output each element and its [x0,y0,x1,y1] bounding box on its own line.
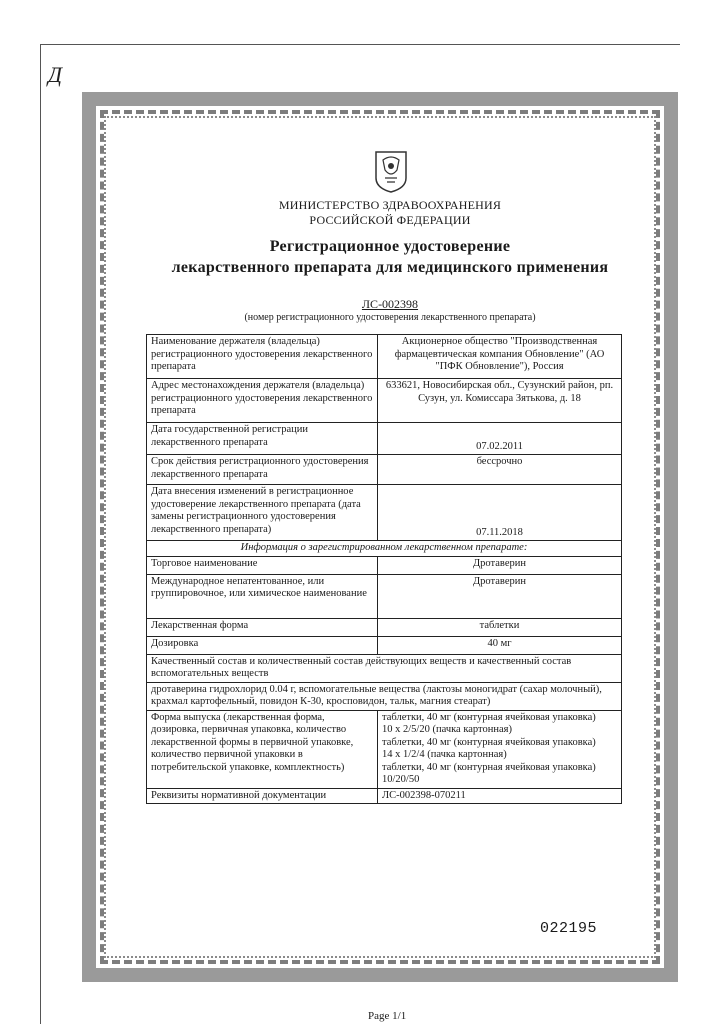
row-label: Наименование держателя (владельца) регистрационного удостоверения лекарственного препарата [147,335,378,379]
release-form-value [378,710,622,788]
normative-docs-label: Реквизиты нормативной документации [147,788,378,804]
table-row [147,485,622,541]
row-value: таблетки [378,618,622,636]
table-row [147,335,622,379]
registration-number: ЛС-002398 [361,297,419,311]
composition-heading: Качественный состав и количественный состав действующих веществ и качественный состав вспомогательных веществ [147,654,622,682]
coat-of-arms-icon [373,148,409,194]
release-form-label: Форма выпуска (лекарственная форма, дозировка, первичная упаковка, количество лекарственной формы в первичной упаковке, количество первичной упаковки в потребительской упаковке, комплектность) [147,710,378,788]
title-line-2: лекарственного препарата для медицинского применения [171,259,609,276]
ministry-name [240,198,540,228]
info-heading: Информация о зарегистрированном лекарственном препарате: [147,541,622,557]
row-value: 07.11.2018 [378,485,622,541]
table-row [147,423,622,455]
table-row [147,788,622,804]
document-title [140,236,640,278]
row-label: Адрес местонахождения держателя (владельца) регистрационного удостоверения лекарственного препарата [147,379,378,423]
row-value: Акционерное общество "Производственная фармацевтическая компания Обновление" (АО "ПФК Обновление"), Россия [378,335,622,379]
normative-docs-value: ЛС-002398-070211 [378,788,622,804]
title-line-1: Регистрационное удостоверение [269,238,511,255]
row-value: бессрочно [378,455,622,485]
row-label: Лекарственная форма [147,618,378,636]
table-row [147,556,622,574]
release-form-line: таблетки, 40 мг (контурная ячейковая упаковка) [382,711,596,723]
release-form-line: 10 x 2/5/20 (пачка картонная) [382,724,512,735]
registration-table [146,334,622,804]
serial-number: 022195 [540,920,598,937]
release-form-line: таблетки, 40 мг (контурная ячейковая упаковка) [382,761,596,773]
row-value: 633621, Новосибирская обл., Сузунский район, рп. Сузун, ул. Комиссара Зятькова, д. 18 [378,379,622,423]
row-label: Торговое наименование [147,556,378,574]
row-label: Срок действия регистрационного удостоверения лекарственного препарата [147,455,378,485]
scan-left-border [40,44,41,1024]
ministry-line-1: МИНИСТЕРСТВО ЗДРАВООХРАНЕНИЯ [278,198,502,212]
ministry-line-2: РОССИЙСКОЙ ФЕДЕРАЦИИ [309,213,471,227]
row-value: Дротаверин [378,556,622,574]
row-value: 40 мг [378,636,622,654]
registration-number-block [160,298,620,324]
table-row [147,455,622,485]
table-row [147,682,622,710]
release-form-line: 10/20/50 [382,774,420,785]
row-value: 07.02.2011 [378,423,622,455]
page-footer: Page 1/1 [368,1010,407,1022]
row-label: Дата внесения изменений в регистрационное удостоверение лекарственного препарата (дата замены регистрационного удостоверения лекарственного препарата) [147,485,378,541]
release-form-line: 14 x 1/2/4 (пачка картонная) [382,749,507,760]
row-label: Международное непатентованное, или группировочное, или химическое наименование [147,574,378,618]
row-label: Дозировка [147,636,378,654]
composition-text: дротаверина гидрохлорид 0.04 г, вспомогательные вещества (лактозы моногидрат (сахар молочный), крахмал картофельный, повидон К-30, кросповидон, тальк, магния стеарат) [147,682,622,710]
row-value: Дротаверин [378,574,622,618]
handwritten-note: Д [48,62,62,87]
registration-number-caption: (номер регистрационного удостоверения лекарственного препарата) [244,312,536,323]
table-row [147,574,622,618]
table-row [147,710,622,788]
row-label: Дата государственной регистрации лекарственного препарата [147,423,378,455]
scan-top-border [40,44,680,45]
table-row [147,618,622,636]
table-row [147,541,622,557]
table-row [147,636,622,654]
table-row [147,379,622,423]
release-form-line: таблетки, 40 мг (контурная ячейковая упаковка) [382,736,596,748]
table-row [147,654,622,682]
